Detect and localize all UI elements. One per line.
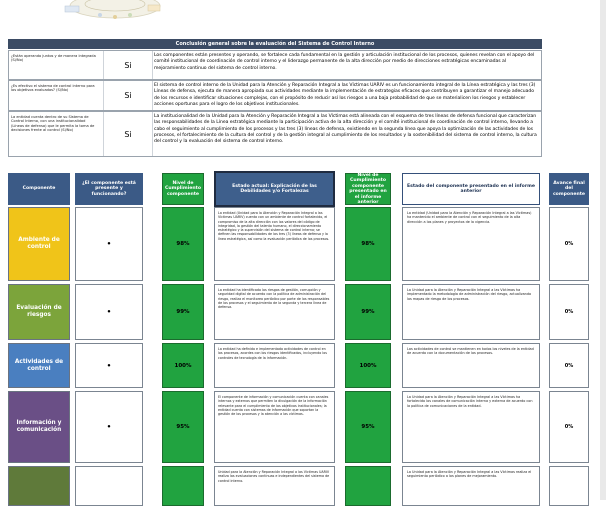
divider [103, 81, 104, 110]
status-text: La entidad ha definido e implementado actividades de control en los procesos, acordes con los riesgos identificados, incluyendo los controles de tecnología de la información. [214, 343, 335, 388]
conclusion-text: El sistema de control interno de la Unidad para la Atención y Reparación Integral a las Víctimas UARIV es un funcionamiento integral de la Línea estratégica y las tres (3) Líneas de defensa, ejecuta de manera apropiada sus actividades mediante la implementación de estrategias eficaces que contribuyen a garantizar el manejo adecuado de los recursos e identificar situaciones complejas, con el propósito de reducir así los riesgos a una baja probabilidad de que se materialicen los riesgos y establecer acciones oportunas para el logro de los objetivos institucionales. [154, 83, 536, 107]
status-text: Unidad para la Atención y Reparación Integral a las Víctimas UARIV realiza las evaluaciones continuas e independientes del sistema de control interno. [214, 466, 335, 506]
header-status: Estado actual: Explicación de las Debilidades y/o Fortalezas [214, 171, 335, 207]
status-text: La entidad ha identificado los riesgos de gestión, corrupción y seguridad digital de acuerdo con la política de administración del riesgo, realiza el monitoreo periódico por parte de los responsables de los procesos y el seguimiento de la segunda y tercera línea de defensa. [214, 284, 335, 340]
conclusion-answer: Si [124, 60, 132, 70]
status-text: El componente de información y comunicación cuenta con canales internos y externos que permiten la divulgación de la información relevante para el cumplimiento de los objetivos institucionales; la entidad cuenta con sistemas de información que soportan la gestión de los procesos y la atención a las víctimas. [214, 391, 335, 463]
component-actividades-de-control: Actividades de control [8, 343, 70, 388]
conclusion-row [8, 111, 542, 157]
conclusion-row [8, 50, 542, 80]
prev-level-value: 99% [345, 284, 391, 340]
prev-level-value [345, 466, 391, 506]
header-illustration [60, 0, 170, 22]
component-ambiente-de-control: Ambiente de control [8, 207, 70, 281]
level-value: 100% [162, 343, 204, 388]
prev-status-text: La Unidad para la Atención y Reparación Integral a las Víctimas ha fortalecido los canales de comunicación interna y externa de acuerdo con la política de comunicaciones de la entidad. [402, 391, 540, 463]
present-indicator: • [75, 207, 143, 281]
conclusion-header: Conclusión general sobre la evaluación del Sistema de Control Interno [8, 39, 542, 49]
level-value: 95% [162, 391, 204, 463]
conclusion-label: La entidad cuenta dentro de su Sistema de Control Interno, con una institucionalidad (Líneas de defensa) que le permita la toma de decisiones frente al control (Si/No) [11, 115, 95, 133]
present-indicator [75, 466, 143, 506]
divider [152, 51, 153, 79]
present-indicator: • [75, 343, 143, 388]
prev-level-value: 95% [345, 391, 391, 463]
level-value: 98% [162, 207, 204, 281]
divider [103, 51, 104, 79]
status-text: La entidad (Unidad para la Atención y Reparación Integral a las Víctimas UARIV) cuenta con un ambiente de control fortalecido, el compromiso de la alta dirección con los valores del código de integridad, la gestión del talento humano, el direccionamiento estratégico y la supervisión del sistema de control interno; se definen las responsabilidades de las tres (3) líneas de defensa y la línea estratégica, así como la evaluación periódica de los procesos. [214, 207, 335, 281]
prev-level-value: 98% [345, 207, 391, 281]
conclusion-row [8, 80, 542, 111]
advance-value: 0% [549, 391, 589, 463]
divider [152, 112, 153, 156]
header-advance: Avance final del componente [549, 173, 589, 205]
prev-status-text: Las actividades de control se mantienen en todos los niveles de la entidad de acuerdo con la documentación de los procesos. [402, 343, 540, 388]
conclusion-text: La institucionalidad de la Unidad para la Atención y Reparación Integral a las Víctimas está alineada con el esquema de tres líneas de defensa funcional que caracterizan las responsabilidades de la Línea estratégica mediante la participación activa de la alta dirección y el comité institucional de coordinación de control interno, llevando a cabo el seguimiento al cumplimiento de los procesos y las tres (3) líneas de defensa, existiendo en la segunda línea que apoya la optimización de las actividades de los procesos, el fortalecimiento de la cultura del control y de la gestión integral al cumplimiento de los resultados y la sostenibilidad del sistema de control interno, la cultura del control y la evaluación del sistema de control interno. [154, 114, 537, 145]
component-informacion-y-comunicacion: Información y comunicación [8, 391, 70, 463]
level-value: 99% [162, 284, 204, 340]
vertical-scrollbar[interactable] [600, 0, 606, 500]
header-level: Nivel de Cumplimiento componente [162, 173, 204, 205]
conclusion-answer: Si [124, 129, 132, 139]
header-present: ¿El componente está presente y funcionando? [75, 173, 143, 205]
prev-status-text: La Unidad para la Atención y Reparación Integral a las Víctimas realiza el seguimiento periódico a los planes de mejoramiento. [402, 466, 540, 506]
prev-level-value: 100% [345, 343, 391, 388]
conclusion-label: ¿Están operando juntos y de manera integrada (Si/No) [11, 54, 96, 63]
conclusion-text: Los componentes están presentes y operando, se fortalece cada fundamental en la gestión y articulación institucional de los procesos, quienes revelan con el apoyo del comité institucional de coordinación de control interno y el liderazgo permanente de la alta dirección por medio de direcciones estratégicas encaminadas al mejoramiento continuo del sistema de control interno. [154, 53, 535, 71]
advance-value: 0% [549, 207, 589, 281]
level-value [162, 466, 204, 506]
conclusion-label: ¿Es efectivo el sistema de control interno para los objetivos evaluados? (Si/No) [11, 84, 95, 93]
divider [103, 112, 104, 156]
header-component: Componente [8, 173, 70, 205]
prev-status-text: La Unidad para la Atención y Reparación Integral a las Víctimas ha implementado la metodología de administración del riesgo, actualizando los mapas de riesgo de los procesos. [402, 284, 540, 340]
conclusion-answer: Si [124, 91, 132, 100]
header-prev-level: Nivel de Cumplimiento componente presentado en el informe anterior [345, 173, 391, 205]
header-prev-status: Estado del componente presentado en el informe anterior [402, 173, 540, 205]
advance-value: 0% [549, 284, 589, 340]
prev-status-text: La entidad (Unidad para la Atención y Reparación Integral a las Víctimas) ha mantenido el ambiente de control con el seguimiento de la alta dirección a los planes y proyectos de la vigencia. [402, 207, 540, 281]
divider [152, 81, 153, 110]
component-monitoreo [8, 466, 70, 506]
component-evaluacion-de-riesgos: Evaluación de riesgos [8, 284, 70, 340]
present-indicator: • [75, 284, 143, 340]
advance-value: 0% [549, 343, 589, 388]
advance-value [549, 466, 589, 506]
present-indicator: • [75, 391, 143, 463]
